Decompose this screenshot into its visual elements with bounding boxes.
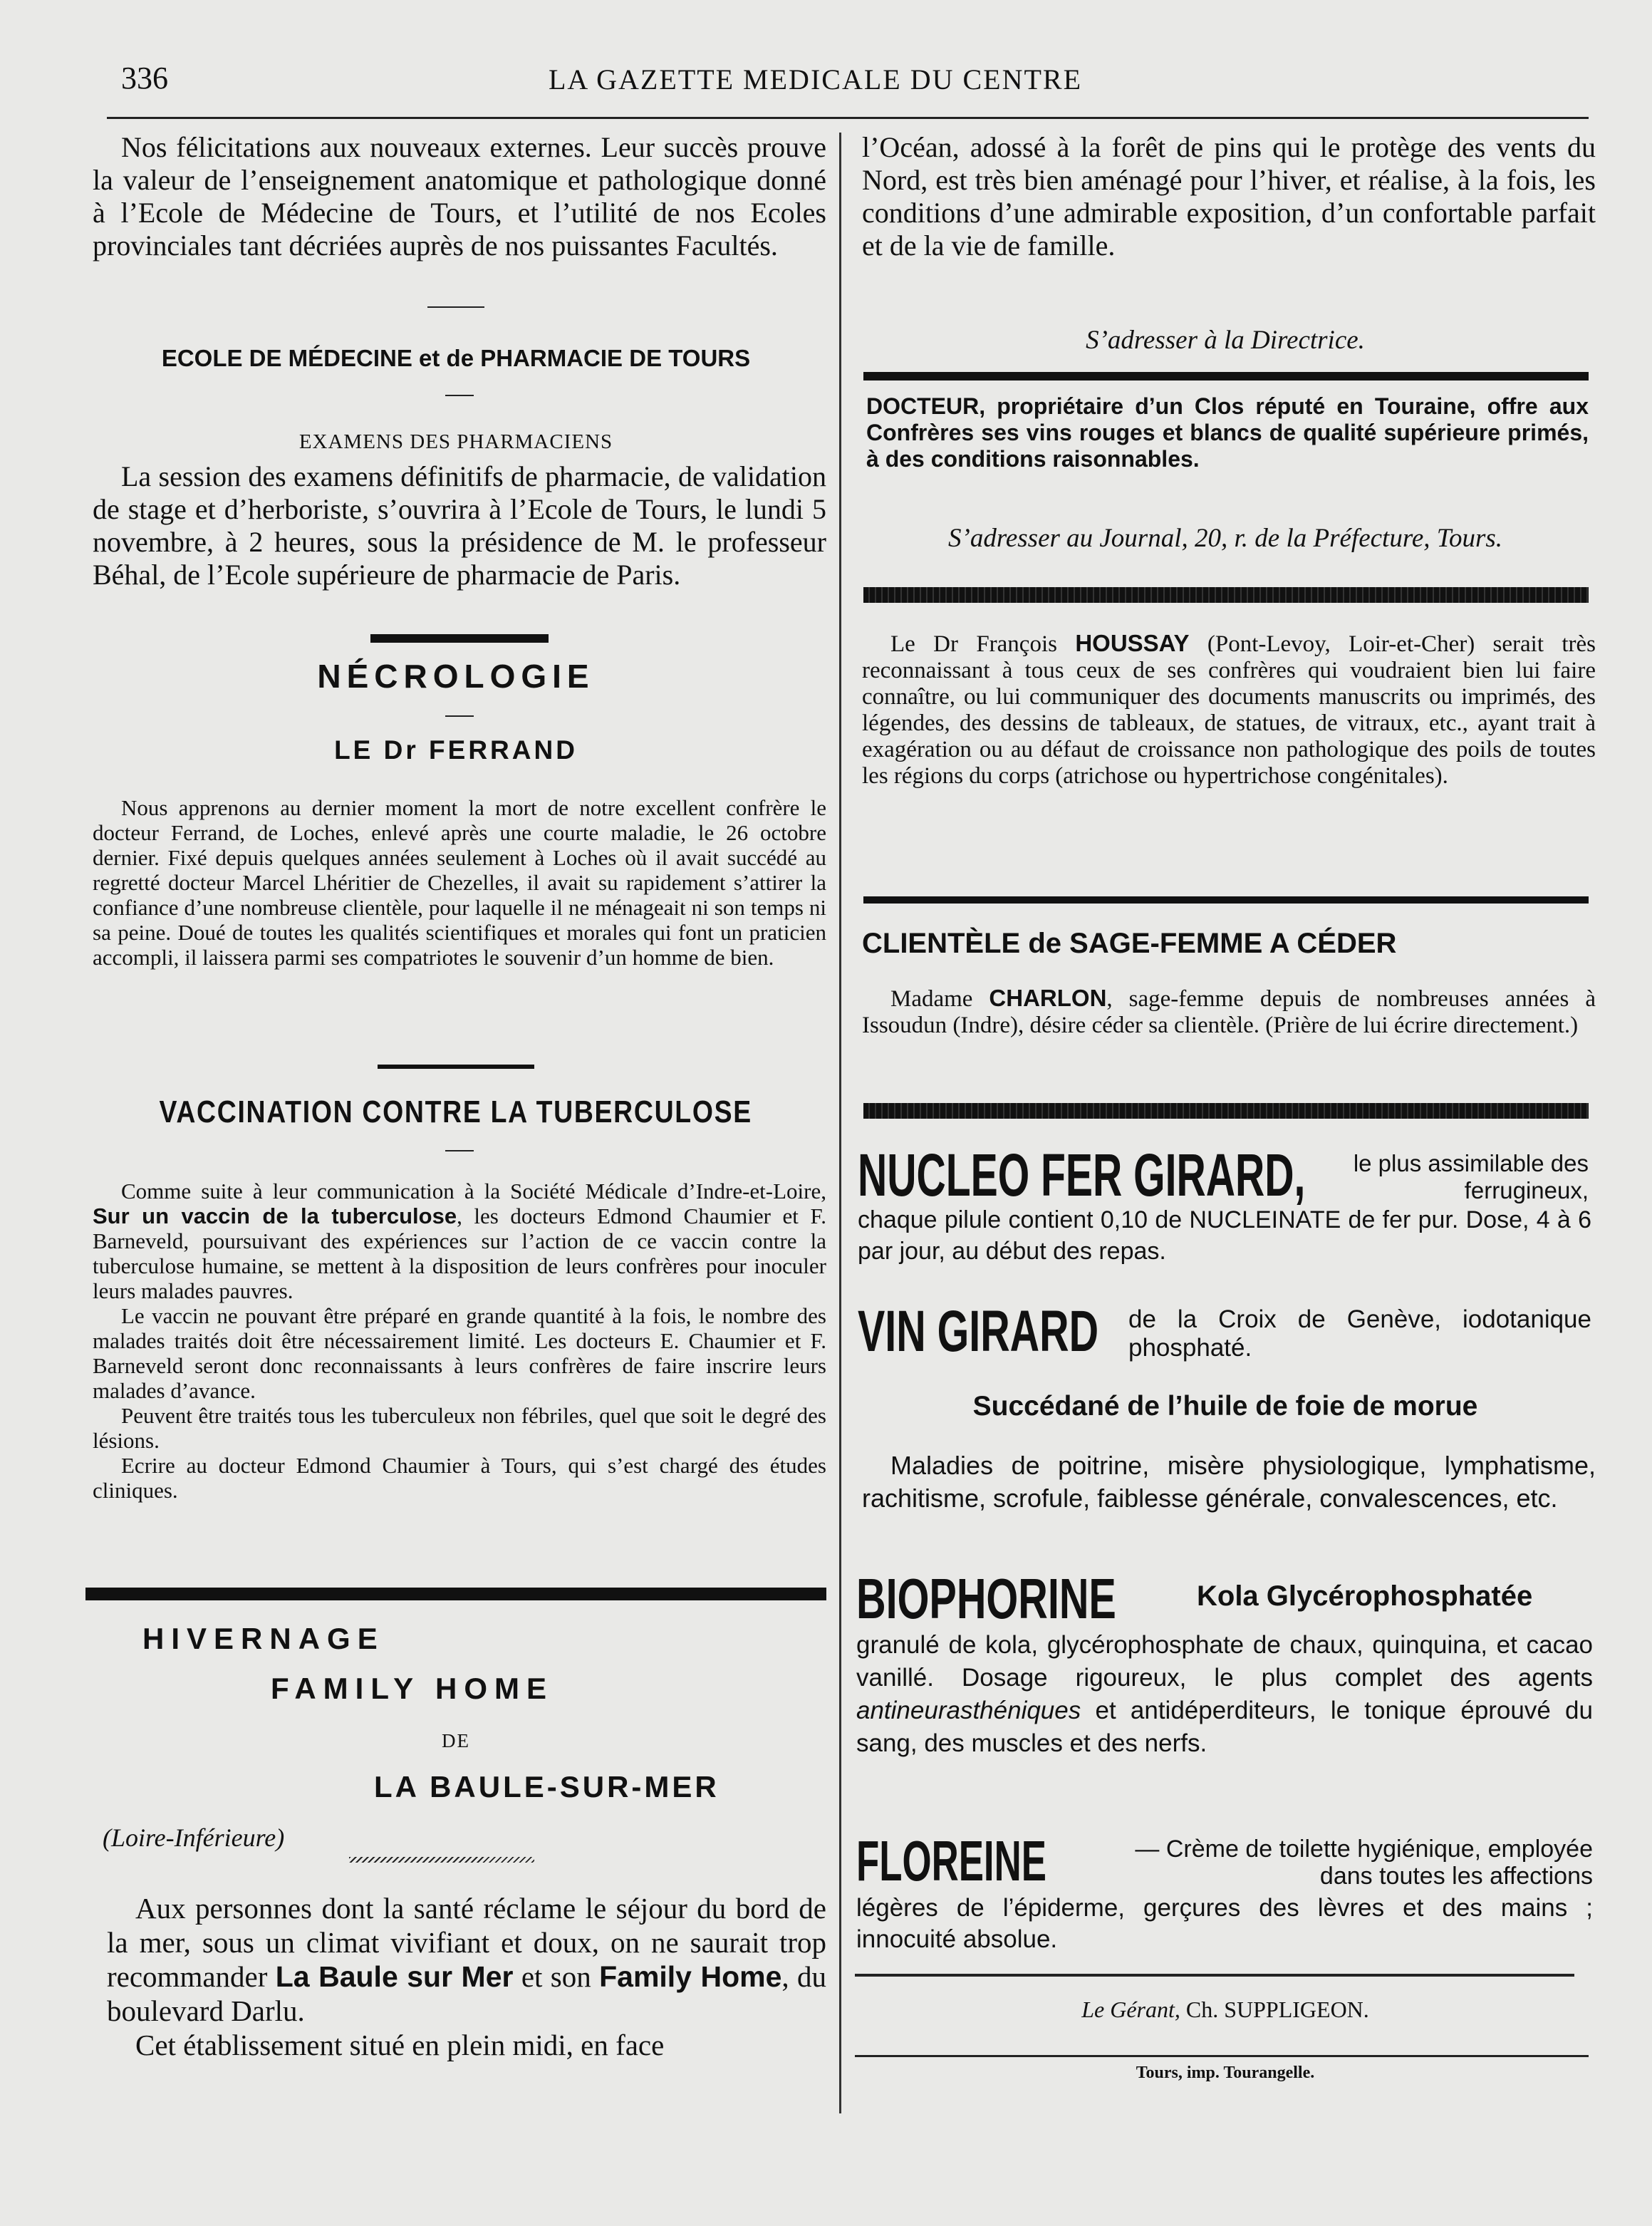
vaccination-paragraph-2: Le vaccin ne pouvant être préparé en grande quantité à la fois, le nombre des malades traités doit être nécessairement limité. Les docteurs E. Chaumier et F. Barneveld seront donc reconnaissants à leurs confrères de faire inscrire leurs malades d’avance. (93, 1303, 826, 1403)
charlon-paragraph: Madame CHARLON, sage-femme depuis de nombreuses années à Issoudun (Indre), désire céder sa clientèle. (Prière de lui écrire directement.) (862, 985, 1596, 1038)
biophorine-brand: BIOPHORINE (856, 1567, 1116, 1630)
vaccine-title: Sur un vaccin de la tuberculose (93, 1203, 457, 1228)
vaccination-paragraph-1: Comme suite à leur communication à la Société Médicale d’Indre-et-Loire, Sur un vaccin de la tuberculose, les docteurs Edmond Chaumier et F. Barneveld, poursuivant des expériences sur l’action de ce vaccin contre la tuberculose humaine, se mettent à la disposition de leurs confrères pour inoculer leurs malades pauvres. (93, 1179, 826, 1303)
imprint-rule (855, 2055, 1589, 2057)
gerant-label: Le Gérant, (1081, 1997, 1180, 2022)
section-divider (445, 395, 474, 396)
succedane-line: Succédané de l’huile de foie de morue (972, 1391, 1478, 1422)
section-bar (863, 1103, 1589, 1119)
ecole-heading: ECOLE DE MÉDECINE et de PHARMACIE DE TOURS (161, 345, 751, 371)
ferrand-heading: LE Dr FERRAND (334, 735, 578, 765)
floreine-text: légères de l’épiderme, gerçures des lèvres et des mains ; innocuité absolue. (856, 1894, 1593, 1953)
vaccination-heading (85, 1094, 826, 1130)
baule-paragraph-2: Cet établissement situé en plein midi, en face (135, 2029, 665, 2061)
adresser-directrice: S’adresser à la Directrice. (1086, 326, 1365, 355)
family-home-label: FAMILY HOME (271, 1672, 554, 1705)
vaccination-heading-text: VACCINATION CONTRE LA TUBERCULOSE (159, 1094, 753, 1129)
hivernage-label: HIVERNAGE (142, 1622, 385, 1655)
ocean-paragraph: l’Océan, adossé à la forêt de pins qui le protège des vents du Nord, est très bien aménagé pour l’hiver, et réalise, à la fois, les conditions d’une admirable exposition, d’un confortable parfait et de la vie de famille. (862, 131, 1596, 262)
right-column (855, 131, 1596, 2112)
examens-subheading: EXAMENS DES PHARMACIENS (298, 430, 613, 453)
nucleo-side: le plus assimilable des ferrugineux, (1353, 1150, 1589, 1203)
section-divider (427, 306, 484, 308)
column-separator (839, 133, 841, 2113)
section-bar (378, 1065, 534, 1069)
floreine-brand: FLOREINE (856, 1829, 1046, 1893)
la-baule-label: LA BAULE-SUR-MER (374, 1770, 719, 1803)
vin-brand: VIN GIRARD (858, 1299, 1099, 1364)
clientele-heading: CLIENTÈLE de SAGE-FEMME A CÉDER (862, 928, 1397, 959)
imprint-line: Tours, imp. Tourangelle. (1136, 2064, 1315, 2082)
floreine-side: — Crème de toilette hygiénique, employée dans toutes les affections (1135, 1836, 1593, 1890)
adresser-journal: S’adresser au Journal, 20, r. de la Préfecture, Tours. (948, 524, 1502, 553)
intro-paragraph: Nos félicitations aux nouveaux externes. Leur succès prouve la valeur de l’enseignement anatomique et pathologique donné à l’Ecole de Médecine de Tours, et l’utilité de nos Ecoles provinciales tant décriées auprès de nos puissantes Facultés. (93, 131, 826, 262)
ornamental-rule (349, 1857, 534, 1863)
vin-side: de la Croix de Genève, iodotanique phosphaté. (1128, 1305, 1591, 1362)
vaccination-paragraph-4: Ecrire au docteur Edmond Chaumier à Tours, qui s’est chargé des études cliniques. (93, 1453, 826, 1503)
docteur-ad: DOCTEUR, propriétaire d’un Clos réputé en Touraine, offre aux Confrères ses vins rouges et blancs de qualité supérieure primés, à des conditions raisonnables. (866, 393, 1589, 472)
gerant-rule (855, 1974, 1574, 1977)
running-head (121, 60, 1589, 103)
vaccination-paragraph-3: Peuvent être traités tous les tuberculeux non fébriles, quel que soit le degré des lésions. (93, 1403, 826, 1453)
necrologie-heading: NÉCROLOGIE (317, 658, 595, 695)
baule-paragraph-1: Aux personnes dont la santé réclame le séjour du bord de la mer, sous un climat vivifiant et doux, on ne saurait trop recommander La Baule sur Mer et son Family Home, du boulevard Darlu. (107, 1892, 826, 2027)
de-label: DE (442, 1730, 470, 1751)
nucleo-text: chaque pilule contient 0,10 de NUCLEINATE de fer pur. Dose, 4 à 6 par jour, au début des repas. (858, 1206, 1591, 1265)
maladies-paragraph: Maladies de poitrine, misère physiologique, lymphatisme, rachitisme, scrofule, faiblesse générale, convalescences, etc. (862, 1451, 1596, 1513)
examens-paragraph: La session des examens définitifs de pharmacie, de validation de stage et d’herboriste, s’ouvrira à l’Ecole de Tours, le lundi 5 novembre, à 2 heures, sous la présidence de M. le professeur Béhal, de l’Ecole supérieure de pharmacie de Paris. (93, 460, 826, 591)
biophorine-side: Kola Glycérophosphatée (1197, 1580, 1533, 1612)
section-bar (370, 634, 549, 643)
vaccination-body (93, 1179, 826, 1503)
journal-title: LA GAZETTE MEDICALE DU CENTRE (549, 63, 1083, 95)
nucleo-brand: NUCLEO FER GIRARD, (858, 1142, 1306, 1208)
houssay-paragraph: Le Dr François HOUSSAY (Pont-Levoy, Loir-et-Cher) serait très reconnaissant à tous ceux de ses confrères qui voudraient bien lui faire connaître, ou lui communiquer des documents manuscrits ou imprimés, des légendes, des dessins de tableaux, de statues, de vitraux, etc., ayant trait à exagération ou au défaut de croissance non pathologique des poils de toutes les régions du corps (atrichose ou hypertrichose congénitales). (862, 630, 1596, 789)
biophorine-text: granulé de kola, glycérophosphate de chaux, quinquina, et cacao vanillé. Dosage rigoureux, le plus complet des agents antineurasthéniques et antidéperditeurs, le tonique éprouvé du sang, des muscles et des nerfs. (856, 1631, 1593, 1757)
section-bar (863, 587, 1589, 603)
section-bar (863, 896, 1589, 904)
section-bar (863, 372, 1589, 381)
section-divider (445, 715, 474, 717)
section-bar (85, 1588, 826, 1600)
gerant-name: Ch. SUPPLIGEON. (1185, 1997, 1369, 2022)
gerant-line (855, 1997, 1596, 2023)
header-rule (107, 117, 1589, 119)
ferrand-paragraph: Nous apprenons au dernier moment la mort de notre excellent confrère le docteur Ferrand, de Loches, enlevé après une courte maladie, le 26 octobre dernier. Fixé depuis quelques années seulement à Loches où il avait succédé au regretté docteur Marcel Lhéritier de Chezelles, il avait su rapidement s’attirer la confiance d’une nombreuse clientèle, pour laquelle il ne ménageait ni son temps ni sa peine. Doué de toutes les qualités scientifiques et morales qui font un praticien accompli, il laissera parmi ses compatriotes le souvenir d’un homme de bien. (93, 795, 826, 970)
baule-body (107, 1891, 826, 2062)
section-divider (445, 1150, 474, 1151)
left-column (85, 131, 826, 2112)
page-number: 336 (121, 61, 168, 95)
loire-inferieure-label: (Loire-Inférieure) (103, 1823, 285, 1852)
docteur-label: DOCTEUR (866, 393, 980, 419)
